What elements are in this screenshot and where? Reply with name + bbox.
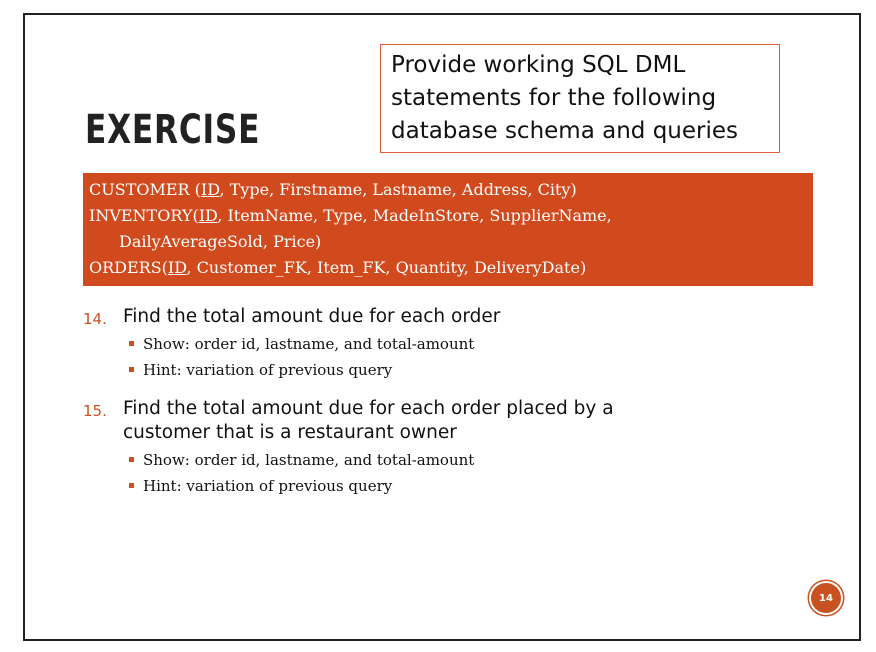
callout-line: Provide working SQL DML [391,52,686,78]
square-bullet-icon [129,483,134,488]
slide-title: EXERCISE [85,107,261,153]
question-text: customer that is a restaurant owner [123,422,457,443]
question-15 [83,397,813,499]
square-bullet-icon [129,367,134,372]
question-number: 15. [83,402,107,420]
schema-inventory [89,203,807,229]
table-columns: , Customer_FK, Item_FK, Quantity, DeliveryDate) [186,258,587,277]
bullet-text: Hint: variation of previous query [143,477,393,495]
primary-key: ID [198,206,218,225]
table-columns: , ItemName, Type, MadeInStore, SupplierName, [217,206,612,225]
table-columns: , Type, Firstname, Lastname, Address, City) [219,180,577,199]
instruction-callout [380,44,780,153]
bullet-text: Hint: variation of previous query [143,361,393,379]
square-bullet-icon [129,457,134,462]
list-item [123,447,614,473]
list-item [123,357,500,383]
question-bullets [123,331,500,383]
list-item [123,331,500,357]
schema-inventory-continued: DailyAverageSold, Price) [119,232,322,251]
schema-box [83,173,813,286]
question-text: Find the total amount due for each order placed by a [123,398,614,419]
primary-key: ID [167,258,187,277]
question-text: Find the total amount due for each order [123,306,501,327]
question-number: 14. [83,310,107,328]
schema-customer [89,177,807,203]
bullet-text: Show: order id, lastname, and total-amount [143,451,475,469]
page-number-badge: 14 [811,583,841,613]
table-name: CUSTOMER ( [89,180,201,199]
schema-orders [89,255,807,281]
callout-line: statements for the following [391,85,717,111]
list-item [123,473,614,499]
slide [23,13,861,641]
question-list [83,305,813,499]
callout-line: database schema and queries [391,118,738,144]
table-name: ORDERS( [89,258,168,277]
question-bullets [123,447,614,499]
table-name: INVENTORY( [89,206,199,225]
primary-key: ID [200,180,220,199]
question-14 [83,305,813,383]
square-bullet-icon [129,341,134,346]
bullet-text: Show: order id, lastname, and total-amount [143,335,475,353]
